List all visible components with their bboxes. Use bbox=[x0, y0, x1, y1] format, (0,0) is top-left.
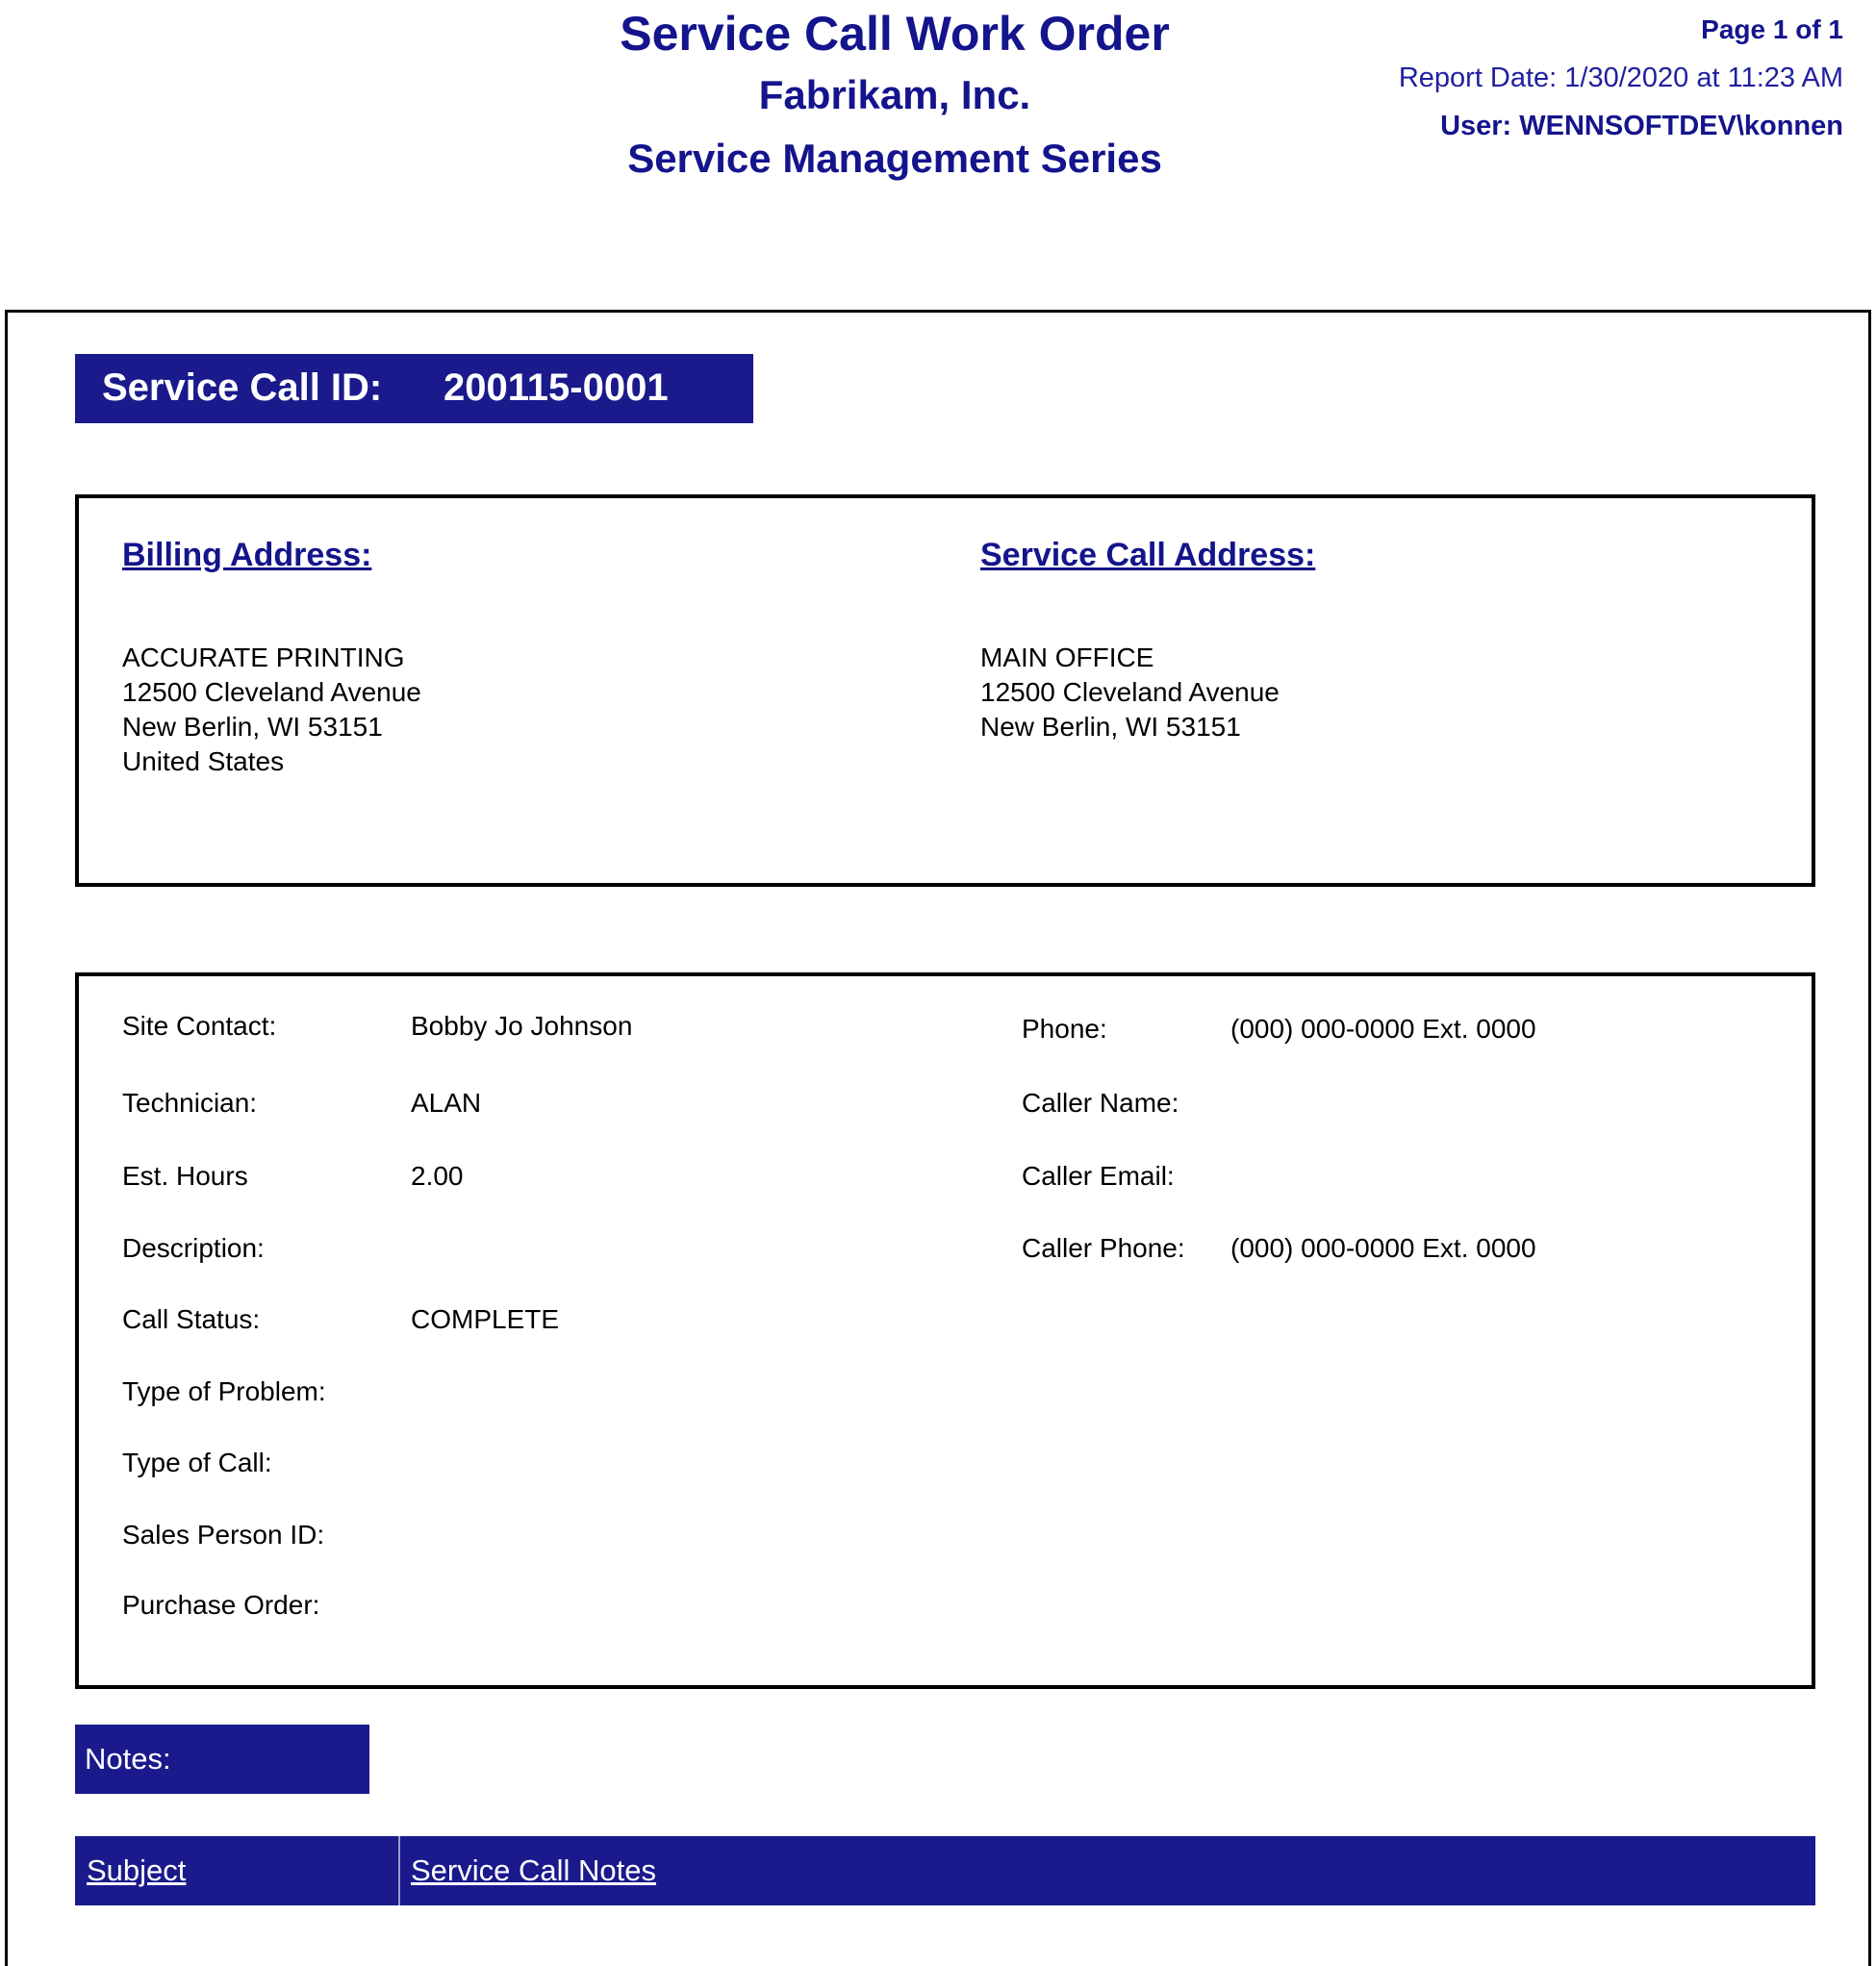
field-value: 2.00 bbox=[411, 1161, 464, 1191]
field-value: ALAN bbox=[411, 1088, 482, 1118]
notes-label: Notes: bbox=[85, 1742, 171, 1776]
call-details-box bbox=[75, 972, 1815, 1689]
field-label: Caller Phone: bbox=[1022, 1233, 1185, 1263]
billing-address-line: New Berlin, WI 53151 bbox=[122, 712, 383, 742]
service-address-line: 12500 Cleveland Avenue bbox=[980, 677, 1280, 707]
report-body-frame bbox=[5, 310, 1871, 1966]
field-value: COMPLETE bbox=[411, 1304, 560, 1334]
report-title: Service Call Work Order bbox=[620, 7, 1170, 61]
report-date: Report Date: 1/30/2020 at 11:23 AM bbox=[1398, 63, 1843, 93]
field-label: Site Contact: bbox=[122, 1011, 277, 1041]
service-call-id-bar bbox=[75, 354, 753, 423]
field-value: Bobby Jo Johnson bbox=[411, 1011, 633, 1041]
notes-section-header bbox=[75, 1725, 369, 1794]
company-name: Fabrikam, Inc. bbox=[758, 72, 1031, 117]
billing-address bbox=[122, 641, 421, 779]
billing-address-line: 12500 Cleveland Avenue bbox=[122, 677, 421, 707]
service-address-line: New Berlin, WI 53151 bbox=[980, 712, 1241, 742]
service-call-address-heading: Service Call Address: bbox=[980, 537, 1316, 573]
report-series: Service Management Series bbox=[627, 136, 1162, 181]
field-label: Call Status: bbox=[122, 1304, 261, 1334]
field-value: (000) 000-0000 Ext. 0000 bbox=[1230, 1014, 1536, 1044]
field-label: Description: bbox=[122, 1233, 265, 1263]
field-label: Caller Name: bbox=[1022, 1088, 1179, 1118]
column-header-subject: Subject bbox=[75, 1836, 400, 1905]
notes-table-header bbox=[75, 1836, 1815, 1905]
service-call-address bbox=[980, 641, 1280, 744]
billing-address-line: United States bbox=[122, 746, 285, 776]
report-meta bbox=[1399, 6, 1843, 150]
billing-address-line: ACCURATE PRINTING bbox=[122, 643, 405, 672]
field-label: Sales Person ID: bbox=[122, 1520, 325, 1550]
addresses-box bbox=[75, 494, 1815, 887]
field-label: Technician: bbox=[122, 1088, 258, 1118]
column-header-service-call-notes: Service Call Notes bbox=[411, 1853, 656, 1887]
billing-address-heading: Billing Address: bbox=[122, 537, 372, 573]
report-user: User: WENNSOFTDEV\konnen bbox=[1440, 111, 1843, 141]
field-label: Type of Call: bbox=[122, 1448, 272, 1477]
field-label: Purchase Order: bbox=[122, 1590, 320, 1620]
field-label: Est. Hours bbox=[122, 1161, 248, 1191]
field-label: Caller Email: bbox=[1022, 1161, 1175, 1191]
report-header bbox=[317, 0, 1472, 190]
page-number: Page 1 of 1 bbox=[1701, 14, 1843, 44]
field-value: (000) 000-0000 Ext. 0000 bbox=[1230, 1233, 1536, 1263]
service-call-id-value: 200115-0001 bbox=[444, 366, 669, 409]
service-address-line: MAIN OFFICE bbox=[980, 643, 1154, 672]
field-label: Type of Problem: bbox=[122, 1376, 326, 1406]
field-label: Phone: bbox=[1022, 1014, 1107, 1044]
service-call-id-label: Service Call ID: bbox=[102, 366, 383, 409]
